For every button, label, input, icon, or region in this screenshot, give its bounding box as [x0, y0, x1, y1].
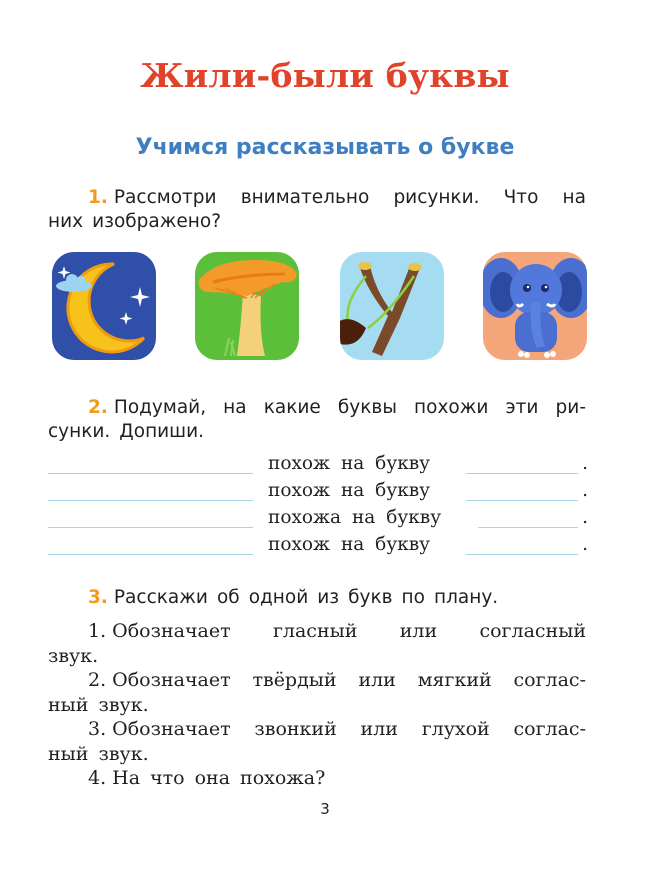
word: твёрдый	[252, 669, 337, 691]
word: ный	[48, 693, 89, 716]
period: .	[582, 480, 588, 501]
word: на	[223, 397, 247, 418]
word: рисунки.	[393, 187, 480, 208]
period: .	[582, 534, 588, 555]
elephant-icon	[483, 252, 587, 360]
word: об	[216, 587, 240, 608]
answer-blank-left[interactable]	[48, 500, 253, 501]
plan-item-3-cont	[48, 742, 586, 767]
plan-item-2	[48, 668, 586, 693]
word: гласный	[272, 620, 358, 642]
word: Рассмотри	[113, 187, 217, 208]
word: буквы	[337, 397, 397, 418]
task-1	[48, 186, 586, 234]
word: Расскажи	[113, 587, 208, 608]
fill-row	[48, 453, 588, 479]
task-2	[48, 396, 586, 444]
task-number: 3.	[88, 587, 108, 608]
task-number: 2.	[88, 397, 108, 418]
word: изображено?	[92, 211, 222, 232]
task-3	[48, 586, 586, 610]
answer-blank-right[interactable]	[478, 527, 578, 528]
word: соглас-	[513, 718, 586, 740]
word: соглас-	[513, 669, 586, 691]
word: или	[360, 718, 398, 740]
fill-phrase: похожа на букву	[268, 507, 442, 528]
picture-slingshot	[340, 252, 444, 360]
word: сунки.	[48, 421, 111, 442]
answer-blank-left[interactable]	[48, 554, 253, 555]
word: глухой	[421, 718, 490, 740]
word: какие	[263, 397, 321, 418]
word: них	[48, 211, 84, 232]
page-number: 3	[320, 800, 330, 818]
word: по	[401, 587, 425, 608]
word: похожа?	[240, 767, 326, 789]
period: .	[582, 507, 588, 528]
page-title: Жили-были буквы	[140, 56, 510, 95]
fill-phrase: похож на букву	[268, 534, 431, 555]
fill-row	[48, 534, 588, 560]
word: внимательно	[240, 187, 370, 208]
plan-item-1-cont	[48, 644, 586, 669]
word: 4. На	[88, 767, 141, 789]
crescent-moon-icon	[52, 252, 156, 360]
fill-row	[48, 507, 588, 533]
page-subtitle: Учимся рассказывать о букве	[135, 135, 515, 160]
word: что	[150, 767, 185, 789]
answer-blank-right[interactable]	[466, 554, 578, 555]
picture-mushroom	[195, 252, 299, 360]
word: эти	[505, 397, 539, 418]
word: 3. Обозначает	[88, 718, 231, 740]
answer-blank-right[interactable]	[466, 473, 578, 474]
word: или	[399, 620, 438, 642]
word: ный	[48, 742, 89, 765]
fill-phrase: похож на букву	[268, 453, 431, 474]
word: букв	[348, 587, 393, 608]
word: звук.	[98, 742, 149, 765]
fill-row	[48, 480, 588, 506]
word: звук.	[98, 693, 149, 716]
answer-blank-right[interactable]	[466, 500, 578, 501]
fill-phrase: похож на букву	[268, 480, 431, 501]
word: 2. Обозначает	[88, 669, 231, 691]
picture-moon	[52, 252, 156, 360]
word: она	[194, 767, 231, 789]
word: звонкий	[254, 718, 337, 740]
word: ри-	[555, 397, 586, 418]
word: одной	[248, 587, 309, 608]
word: мягкий	[417, 669, 492, 691]
word: или	[358, 669, 396, 691]
task-number: 1.	[88, 187, 108, 208]
slingshot-icon	[340, 252, 444, 360]
word: Допиши.	[119, 421, 205, 442]
word: плану.	[433, 587, 499, 608]
word: Подумай,	[113, 397, 207, 418]
word: согласный	[479, 620, 586, 642]
mushroom-icon	[195, 252, 299, 360]
plan-item-1	[48, 619, 586, 644]
answer-blank-left[interactable]	[48, 473, 253, 474]
word: из	[317, 587, 340, 608]
plan-item-4	[48, 766, 586, 791]
word: похожи	[414, 397, 489, 418]
word: 1. Обозначает	[88, 620, 231, 642]
picture-elephant	[483, 252, 587, 360]
plan-list	[48, 619, 586, 791]
word: на	[562, 187, 586, 208]
picture-row	[52, 252, 592, 364]
plan-item-3	[48, 717, 586, 742]
plan-item-2-cont	[48, 693, 586, 718]
period: .	[582, 453, 588, 474]
word: звук.	[48, 644, 99, 667]
word: Что	[503, 187, 539, 208]
answer-blank-left[interactable]	[48, 527, 253, 528]
